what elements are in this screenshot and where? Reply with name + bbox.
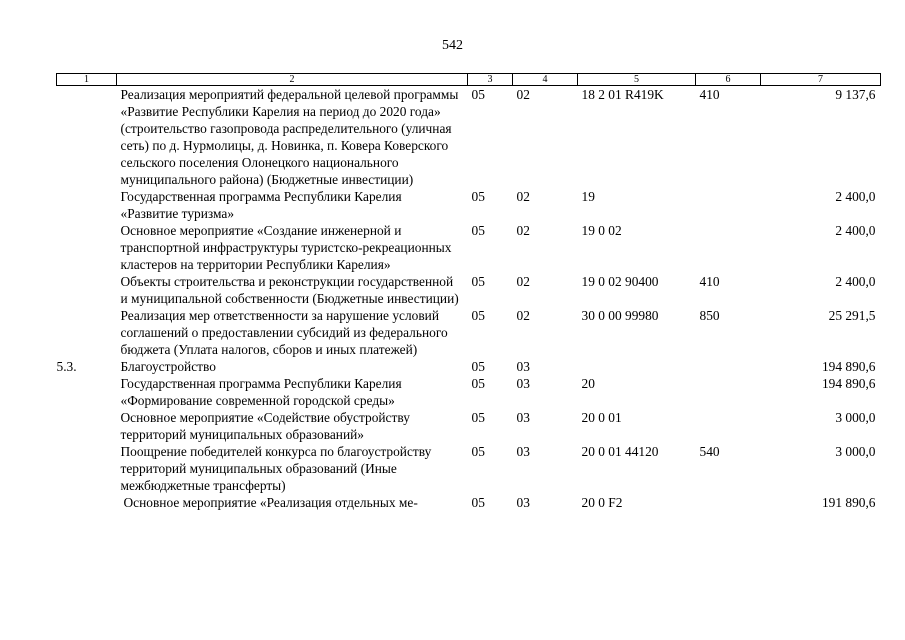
row-target-article (578, 358, 696, 375)
row-section: 05 (471, 223, 485, 238)
table-row (57, 273, 881, 307)
column-header-5: 5 (578, 74, 696, 86)
row-section: 05 (471, 444, 485, 459)
row-expense-type (696, 494, 761, 511)
row-amount: 3 000,0 (835, 410, 876, 425)
row-number (57, 375, 117, 409)
table-header-row (57, 74, 881, 86)
row-number (57, 273, 117, 307)
row-name: Поощрение победителей конкурса по благоустройству территорий муниципальных образований (Иные межбюджетные трансферты) (120, 444, 432, 493)
row-number (57, 307, 117, 358)
row-subsection: 02 (516, 223, 530, 238)
row-expense-type (696, 188, 761, 222)
row-section: 05 (471, 189, 485, 204)
row-amount: 3 000,0 (835, 444, 876, 459)
table-row (57, 86, 881, 189)
row-target-article: 20 0 F2 (581, 495, 623, 510)
row-expense-type (696, 409, 761, 443)
row-number (57, 443, 117, 494)
column-header-1: 1 (57, 74, 117, 86)
table-row (57, 409, 881, 443)
row-expense-type: 850 (699, 308, 720, 323)
row-amount: 25 291,5 (828, 308, 876, 323)
table-row (57, 375, 881, 409)
row-subsection: 03 (516, 376, 530, 391)
row-subsection: 02 (516, 189, 530, 204)
row-subsection: 02 (516, 308, 530, 323)
row-section: 05 (471, 376, 485, 391)
row-expense-type (696, 375, 761, 409)
row-section: 05 (471, 274, 485, 289)
row-subsection: 03 (516, 410, 530, 425)
row-target-article: 19 (581, 189, 595, 204)
row-expense-type (696, 222, 761, 273)
row-name: Основное мероприятие «Создание инженерной и транспортной инфраструктуры туристско-рекреационных кластеров на территории Республики Карелия» (120, 223, 452, 272)
row-number (57, 222, 117, 273)
row-target-article: 20 0 01 (581, 410, 622, 425)
row-amount: 2 400,0 (835, 189, 876, 204)
row-expense-type: 410 (699, 87, 720, 102)
row-name: Благоустройство (120, 359, 216, 374)
row-target-article: 18 2 01 R419K (581, 87, 664, 102)
row-amount: 194 890,6 (821, 376, 876, 391)
row-name: Основное мероприятие «Реализация отдельных ме- (123, 495, 418, 510)
table-row (57, 307, 881, 358)
table-row (57, 494, 881, 511)
row-name: Основное мероприятие «Содействие обустройству территорий муниципальных образований» (120, 410, 410, 442)
row-amount: 191 890,6 (821, 495, 876, 510)
page-number: 542 (442, 38, 463, 53)
row-section: 05 (471, 410, 485, 425)
row-name: Государственная программа Республики Карелия «Формирование современной городской среды» (120, 376, 402, 408)
row-target-article: 19 0 02 (581, 223, 622, 238)
row-target-article: 20 0 01 44120 (581, 444, 659, 459)
row-target-article: 20 (581, 376, 595, 391)
column-header-4: 4 (513, 74, 578, 86)
column-header-2: 2 (117, 74, 468, 86)
table-row (57, 222, 881, 273)
row-subsection: 03 (516, 495, 530, 510)
table-row (57, 358, 881, 375)
row-amount: 2 400,0 (835, 274, 876, 289)
row-number (57, 188, 117, 222)
row-number: 5.3. (56, 359, 77, 374)
column-header-6: 6 (696, 74, 761, 86)
row-section: 05 (471, 308, 485, 323)
table-row (57, 443, 881, 494)
row-expense-type (696, 358, 761, 375)
column-header-7: 7 (761, 74, 881, 86)
row-expense-type: 540 (699, 444, 720, 459)
budget-table (56, 73, 881, 511)
row-amount: 9 137,6 (835, 87, 876, 102)
row-subsection: 02 (516, 87, 530, 102)
row-section: 05 (471, 495, 485, 510)
row-subsection: 03 (516, 359, 530, 374)
row-expense-type: 410 (699, 274, 720, 289)
row-subsection: 02 (516, 274, 530, 289)
table-row (57, 188, 881, 222)
column-header-3: 3 (468, 74, 513, 86)
row-number (57, 409, 117, 443)
row-number (57, 494, 117, 511)
row-section: 05 (471, 359, 485, 374)
row-name: Реализация мероприятий федеральной целевой программы «Развитие Республики Карелия на период до 2020 года» (строительство газопровода распределительного (уличная сеть) по д. Нурмолицы, д. Новинка, п. Ковера Коверского сельского поселения Олонецкого национального муниципального района) (Бюджетные инвестиции) (120, 87, 459, 187)
row-target-article: 30 0 00 99980 (581, 308, 659, 323)
row-subsection: 03 (516, 444, 530, 459)
row-name: Реализация мер ответственности за нарушение условий соглашений о предоставлении субсидий из федерального бюджета (Уплата налогов, сборов и иных платежей) (120, 308, 448, 357)
row-name: Государственная программа Республики Карелия «Развитие туризма» (120, 189, 402, 221)
row-amount: 2 400,0 (835, 223, 876, 238)
row-target-article: 19 0 02 90400 (581, 274, 659, 289)
row-number (57, 86, 117, 189)
row-section: 05 (471, 87, 485, 102)
row-name: Объекты строительства и реконструкции государственной и муниципальной собственности (Бюджетные инвестиции) (120, 274, 459, 306)
row-amount: 194 890,6 (821, 359, 876, 374)
